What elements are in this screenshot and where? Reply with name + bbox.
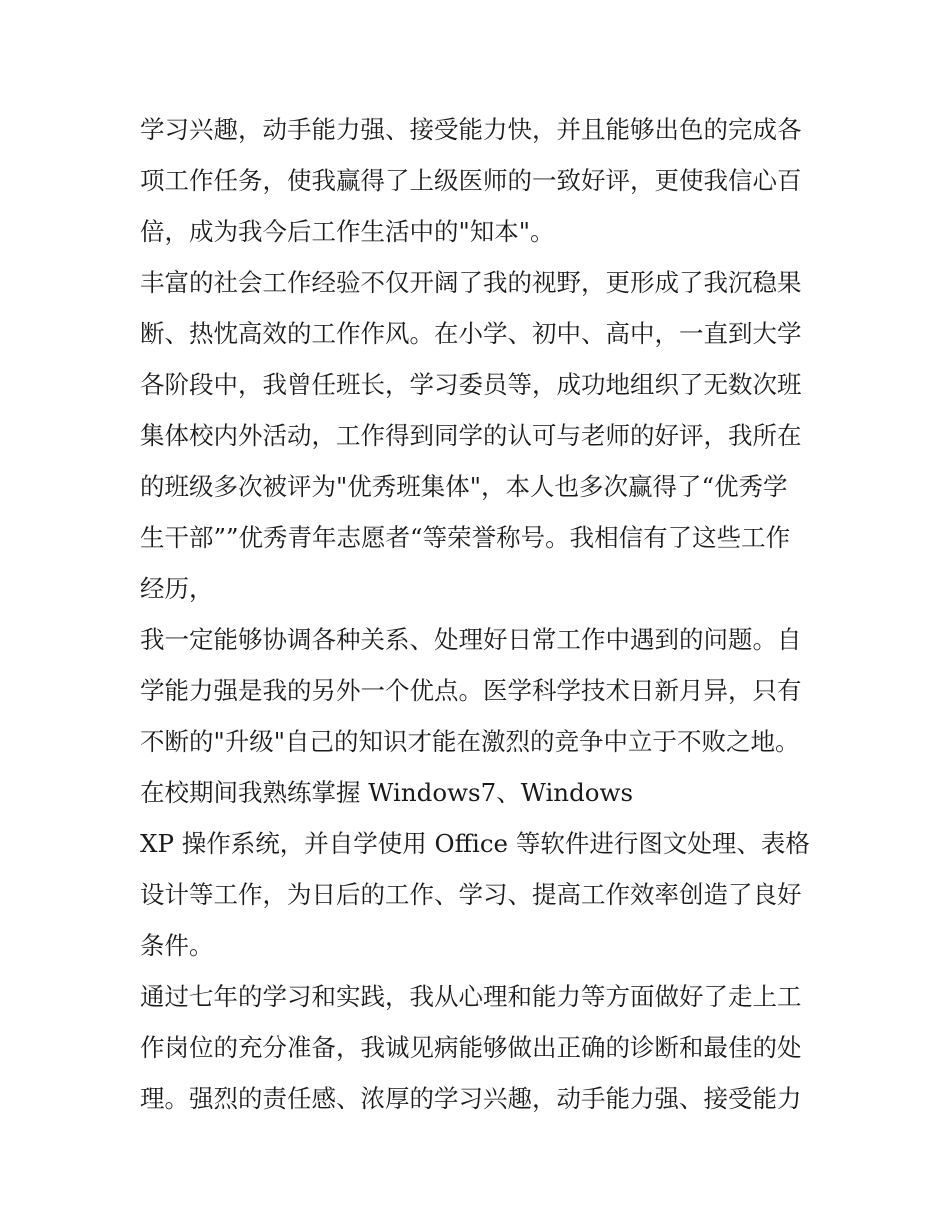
text-line: XP 操作系统，并自学使用 Office 等软件进行图文处理、表格 [140, 829, 810, 858]
text-line: 设计等工作，为日后的工作、学习、提高工作效率创造了良好 [140, 880, 802, 909]
text-line: 学习兴趣，动手能力强、接受能力快，并且能够出色的完成各 [140, 115, 802, 144]
text-line: 理。强烈的责任感、浓厚的学习兴趣，动手能力强、接受能力 [140, 1084, 802, 1113]
text-line: 经历， [140, 574, 214, 603]
text-line: 项工作任务，使我赢得了上级医师的一致好评，更使我信心百 [140, 166, 802, 195]
text-line: 集体校内外活动，工作得到同学的认可与老师的好评，我所在 [140, 421, 802, 450]
text-line: 作岗位的充分准备，我诚见病能够做出正确的诊断和最佳的处 [140, 1033, 802, 1062]
text-line: 的班级多次被评为"优秀班集体"，本人也多次赢得了“优秀学 [140, 472, 788, 501]
text-line: 我一定能够协调各种关系、处理好日常工作中遇到的问题。自 [140, 625, 802, 654]
text-line: 倍，成为我今后工作生活中的"知本"。 [140, 217, 555, 246]
text-line: 通过七年的学习和实践，我从心理和能力等方面做好了走上工 [140, 982, 802, 1011]
text-line: 学能力强是我的另外一个优点。医学科学技术日新月异，只有 [140, 676, 802, 705]
document-body-text [140, 104, 820, 1124]
text-line: 断、热忱高效的工作作风。在小学、初中、高中，一直到大学 [140, 319, 802, 348]
text-line: 丰富的社会工作经验不仅开阔了我的视野，更形成了我沉稳果 [140, 268, 802, 297]
text-line: 生干部””优秀青年志愿者“等荣誉称号。我相信有了这些工作 [140, 523, 791, 552]
text-line: 条件。 [140, 931, 214, 960]
text-line: 在校期间我熟练掌握 Windows7、Windows [140, 778, 634, 807]
text-line: 各阶段中，我曾任班长，学习委员等，成功地组织了无数次班 [140, 370, 802, 399]
text-line: 不断的"升级"自己的知识才能在激烈的竞争中立于不败之地。 [140, 727, 800, 756]
